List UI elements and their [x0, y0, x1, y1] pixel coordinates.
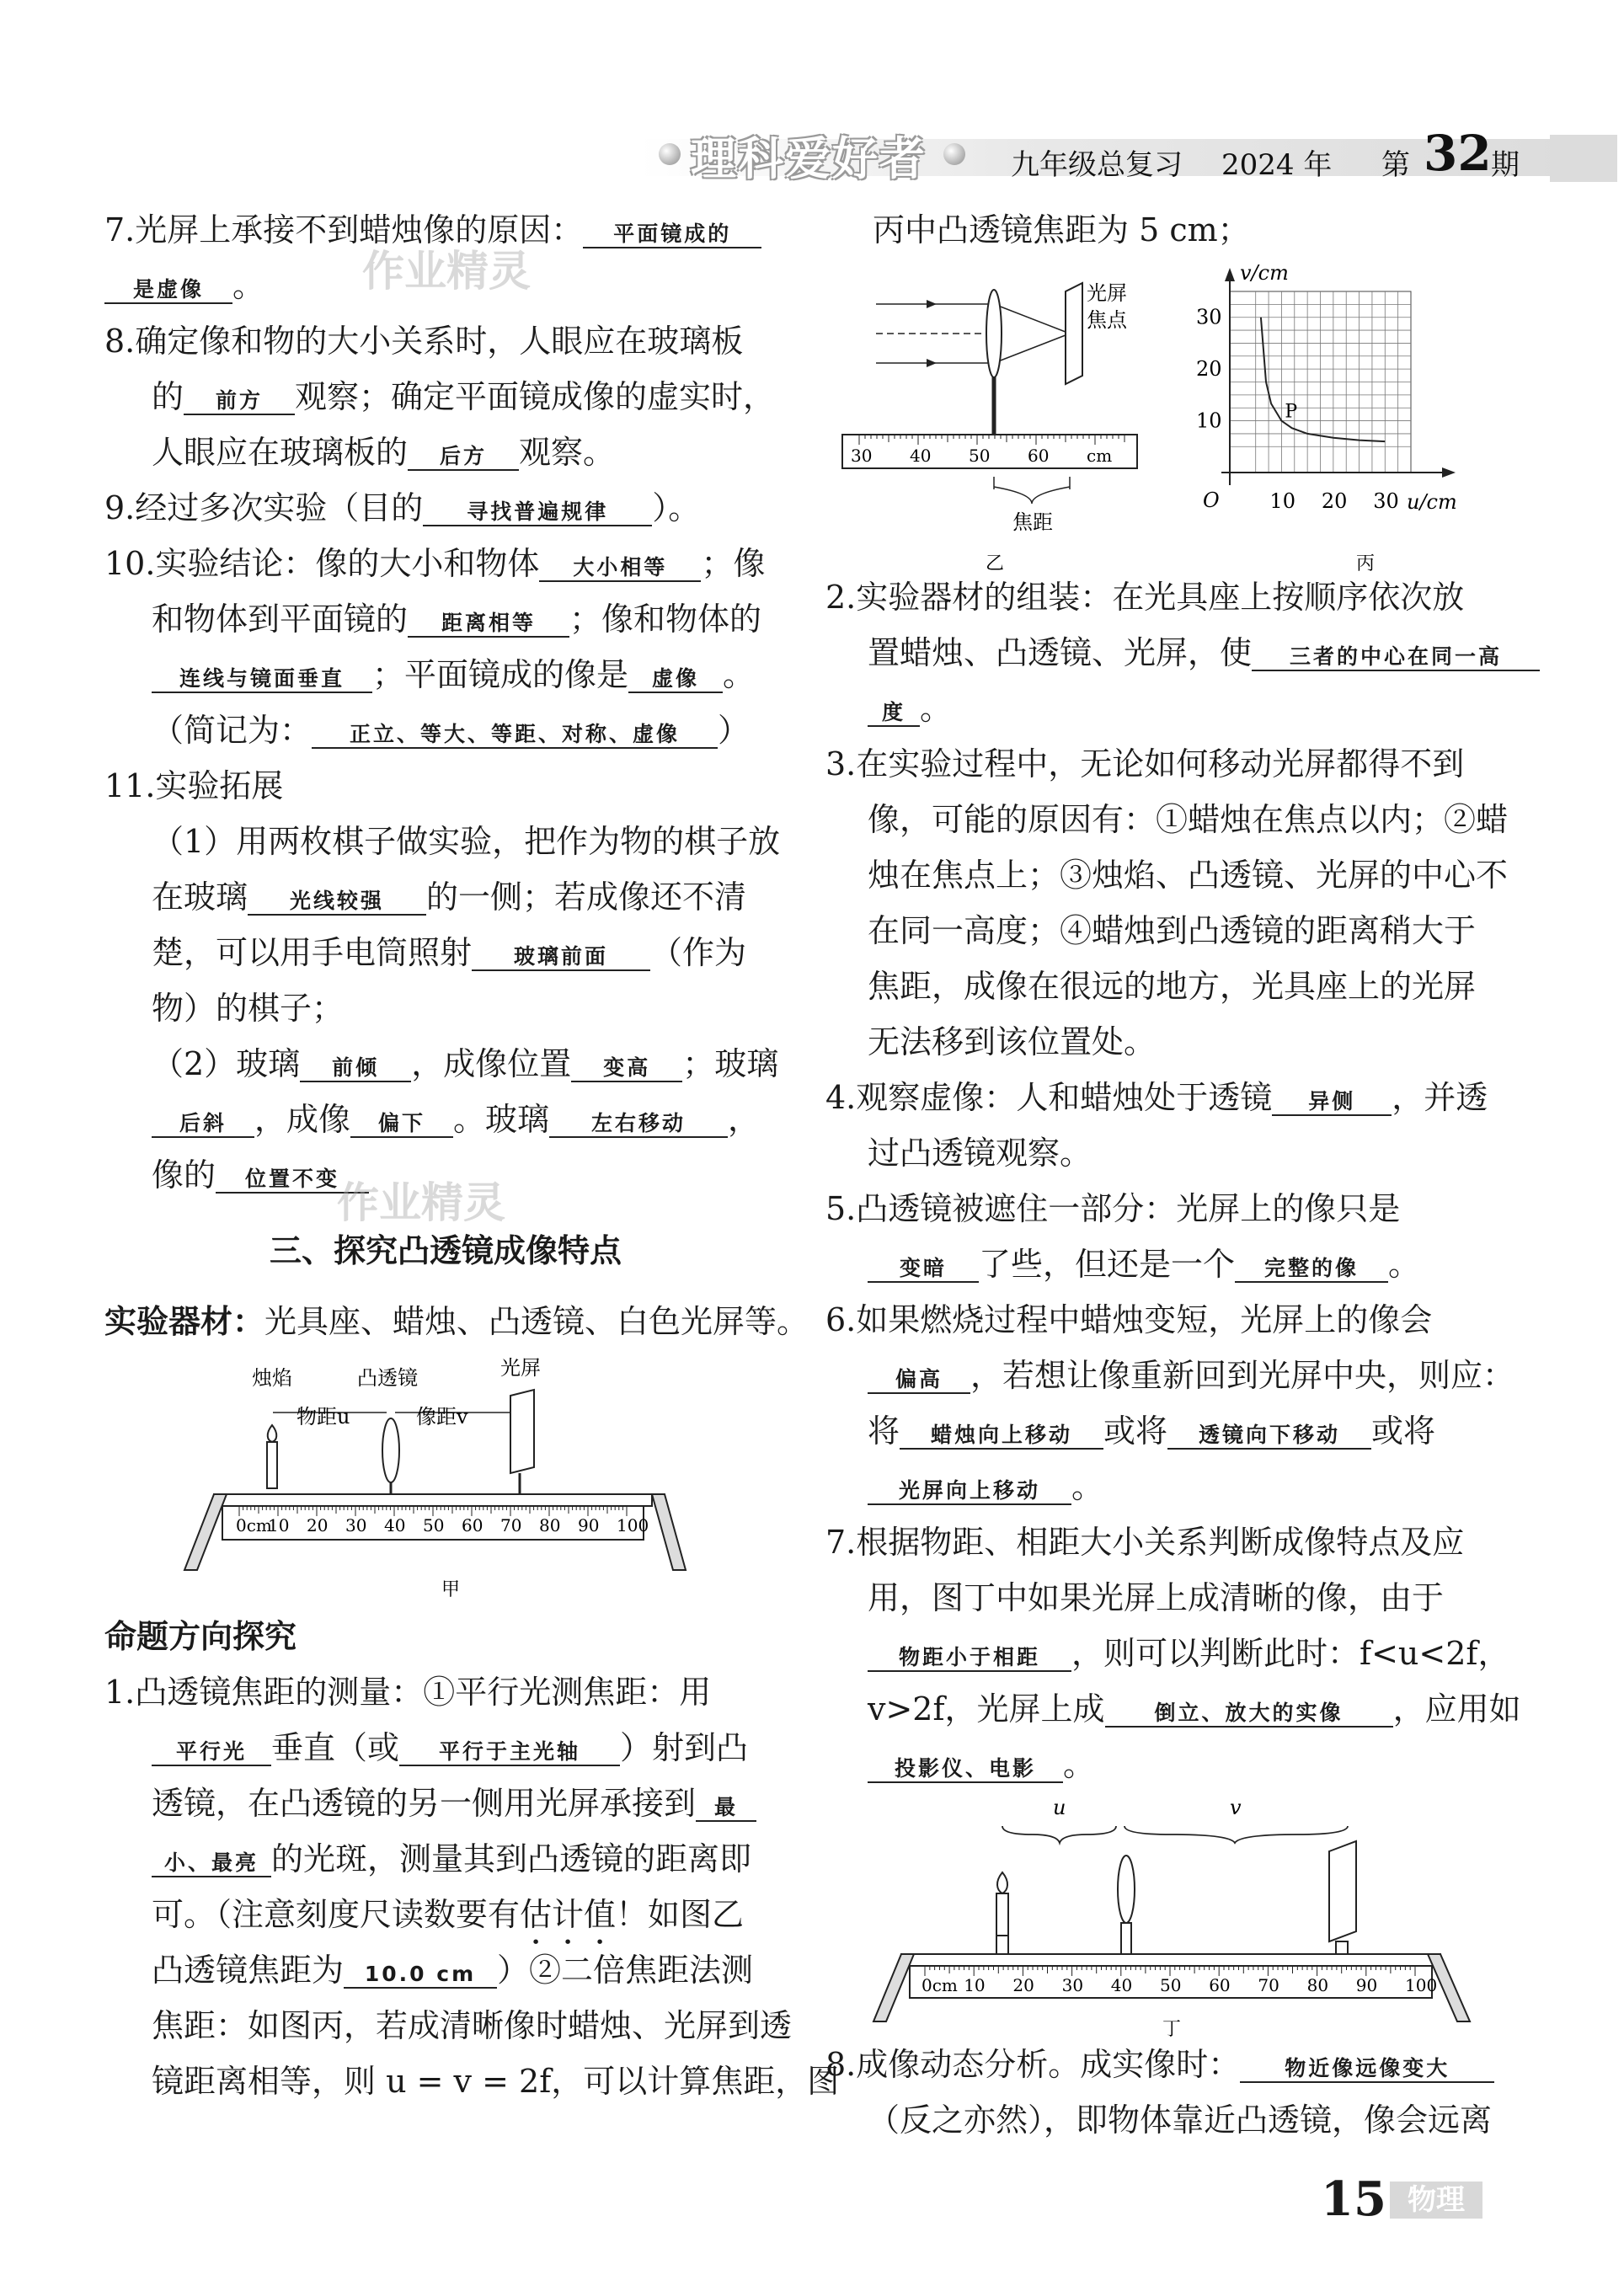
brand-logo: 理科爱好者	[691, 132, 927, 185]
v-label: v	[1230, 1796, 1242, 1819]
q9-line	[104, 480, 787, 536]
lens	[382, 1418, 399, 1482]
refracted-ray	[994, 334, 1070, 363]
punct: 。	[1388, 1246, 1421, 1283]
header-dot-icon	[659, 143, 681, 165]
text: 可。（注意刻度尺读数要有	[152, 1896, 521, 1933]
r7-line1: 7.根据物距、相距大小关系判断成像特点及应	[825, 1524, 1465, 1561]
text: （简记为：	[152, 712, 313, 749]
issue-suffix: 期	[1491, 148, 1520, 182]
text: ；像和物体的	[569, 601, 762, 638]
r4-line1	[825, 1070, 1516, 1125]
r2-line3	[825, 681, 1516, 736]
r5-line2	[825, 1236, 1516, 1292]
header-block	[1550, 135, 1617, 182]
lens-holder	[1121, 1923, 1131, 1954]
text: ，成像位置	[411, 1045, 572, 1082]
text: （2）玻璃	[152, 1045, 301, 1082]
p1-line5	[104, 1887, 787, 1942]
y-tick-label: 10	[1196, 409, 1222, 433]
point-label: P	[1285, 401, 1298, 423]
answer-blank: 变暗	[868, 1256, 979, 1283]
r1-line: 丙中凸透镜焦距为 5 cm；	[873, 211, 1250, 248]
u-label: u	[1053, 1796, 1066, 1819]
arrow-icon	[927, 359, 937, 367]
r8-line2: （反之亦然），即物体靠近凸透镜，像会远离	[868, 2101, 1493, 2139]
r3-line1: 3.在实验过程中，无论如何移动光屏都得不到	[825, 745, 1465, 782]
text: 或将	[1371, 1413, 1436, 1450]
r8-line1	[825, 2037, 1516, 2092]
q10-line1	[104, 536, 787, 591]
text: ，成像	[254, 1101, 351, 1138]
lens	[1118, 1856, 1135, 1923]
text: 8.成像动态分析。成实像时：	[825, 2046, 1241, 2083]
punct: 。	[1071, 1468, 1104, 1505]
text: ，应用如	[1392, 1690, 1521, 1728]
tick-label: 80	[1306, 1975, 1329, 1995]
answer-blank: 前方	[184, 388, 295, 415]
answer-blank: 变高	[571, 1055, 682, 1082]
tick-label: 100	[617, 1515, 649, 1535]
y-tick-label: 30	[1196, 305, 1222, 329]
text: 透镜，在凸透镜的另一侧用光屏承接到	[152, 1785, 697, 1822]
text: ，则可以判断此时：f<u<2f，	[1071, 1635, 1510, 1672]
answer-blank: 最	[696, 1795, 756, 1822]
q8-line1: 8.确定像和物的大小关系时，人眼应在玻璃板	[104, 323, 744, 360]
q11-2-line2	[104, 1092, 787, 1147]
answer-blank: 10.0 cm	[344, 1962, 497, 1989]
figure-caption: 甲	[441, 1579, 461, 1600]
tick-label: 90	[1355, 1975, 1378, 1995]
x-tick-label: 10	[1269, 489, 1295, 513]
answer-blank: 大小相等	[539, 555, 701, 582]
text: ）	[718, 712, 751, 749]
equipment-text: 光具座、蜡烛、凸透镜、白色光屏等。	[264, 1303, 809, 1340]
y-axis-label: v/cm	[1240, 261, 1289, 285]
watermark: 作业精灵	[362, 247, 531, 296]
page-header	[640, 118, 1617, 194]
text: 。玻璃	[453, 1101, 550, 1138]
grid	[1230, 291, 1411, 473]
text: 观察。	[519, 434, 616, 471]
p1-line6	[104, 1942, 787, 1998]
text: 和物体到平面镜的	[152, 601, 409, 638]
answer-blank: 完整的像	[1235, 1256, 1388, 1283]
q10-line4	[104, 702, 787, 758]
screen	[1329, 1841, 1356, 1941]
candle	[996, 1893, 1008, 1936]
bench-leg-left	[184, 1494, 227, 1570]
screen	[510, 1390, 534, 1473]
text: 4.观察虚像：人和蜡烛处于透镜	[825, 1079, 1273, 1116]
text: ；像	[701, 545, 766, 582]
u-brace	[1002, 1826, 1116, 1843]
text: 的光斑，测量其到凸透镜的距离即	[271, 1840, 752, 1877]
screen-label: 光屏	[500, 1356, 541, 1380]
answer-blank: 物距小于相距	[868, 1645, 1071, 1672]
text: 9.经过多次实验（目的	[104, 489, 424, 526]
v-label: 像距v	[416, 1405, 468, 1429]
q8-line3	[104, 425, 787, 480]
right-column	[825, 202, 1521, 2148]
tick-label: 50	[969, 446, 991, 466]
q11-1-line3	[104, 925, 787, 980]
answer-blank: 三者的中心在同一高	[1252, 644, 1540, 671]
p1-line3	[104, 1776, 787, 1831]
q8-line2	[104, 369, 787, 425]
tick-label: 40	[384, 1515, 406, 1535]
watermark: 作业精灵	[337, 1178, 505, 1227]
p1-line8: 镜距离相等，则 u = v = 2f，可以计算焦距，图	[152, 2063, 840, 2100]
text: ）②二倍焦距法测	[497, 1952, 754, 1989]
answer-blank: 后方	[408, 444, 519, 471]
tick-label: 100	[1405, 1975, 1438, 1995]
tick-label: 70	[1258, 1975, 1279, 1995]
bench-leg-right	[652, 1494, 686, 1570]
candle-holder	[996, 1936, 1008, 1954]
tick-label: 0cm	[236, 1515, 272, 1535]
r3-line3: 烛在焦点上；③烛焰、凸透镜、光屏的中心不	[868, 857, 1509, 894]
answer-blank: 平行于主光轴	[399, 1739, 620, 1766]
optical-bench-ding	[825, 1792, 1516, 2040]
tick-label: 90	[578, 1515, 600, 1535]
r3-line6: 无法移到该位置处。	[868, 1023, 1157, 1060]
text: 将	[868, 1413, 900, 1450]
text: ）射到凸	[620, 1729, 749, 1766]
text: 。	[723, 656, 756, 693]
tick-label: 30	[345, 1515, 367, 1535]
tick-label: 10	[268, 1515, 290, 1535]
punct: 。	[1063, 1746, 1096, 1783]
q10-line3	[104, 647, 787, 702]
answer-blank: 寻找普遍规律	[423, 499, 652, 526]
x-tick-label: 30	[1373, 489, 1399, 513]
answer-blank: 光屏向上移动	[868, 1478, 1071, 1505]
tick-label: cm	[1087, 446, 1113, 466]
equipment-label: 实验器材：	[104, 1303, 265, 1340]
answer-blank: 虚像	[628, 666, 723, 693]
text: v>2f，光屏上成	[868, 1690, 1105, 1728]
r5-line1: 5.凸透镜被遮住一部分：光屏上的像只是	[825, 1190, 1401, 1227]
answer-blank: 位置不变	[216, 1167, 369, 1194]
text: 了些，但还是一个	[979, 1246, 1236, 1283]
lens	[986, 290, 1002, 377]
text: 或将	[1103, 1413, 1168, 1450]
r4-line2: 过凸透镜观察。	[868, 1135, 1092, 1172]
r7-line3	[825, 1626, 1516, 1681]
text: 的一侧；若成像还不清	[426, 878, 747, 916]
answer-blank: 光线较强	[248, 889, 426, 916]
tick-label: 60	[1028, 446, 1050, 466]
q11-title: 11.实验拓展	[104, 767, 284, 804]
text: 凸透镜焦距为	[152, 1952, 345, 1989]
text: ，并透	[1392, 1079, 1488, 1116]
section-title: 三、探究凸透镜成像特点	[269, 1232, 622, 1269]
candle-label: 烛焰	[252, 1366, 292, 1390]
answer-blank: 后斜	[152, 1111, 254, 1138]
page-number: 15	[1321, 2171, 1386, 2227]
screen	[1066, 283, 1082, 384]
answer-blank: 偏高	[868, 1367, 970, 1394]
answer-blank: 透镜向下移动	[1167, 1423, 1371, 1450]
tick-label: 0cm	[922, 1975, 958, 1995]
r3-line4: 在同一高度；④蜡烛到凸透镜的距离稍大于	[868, 912, 1477, 949]
answer-blank: 倒立、放大的实像	[1105, 1701, 1393, 1728]
focal-label: 焦距	[1012, 510, 1053, 534]
figure-caption: 乙	[986, 553, 1005, 574]
text: ，若想让像重新回到光屏中央，则应：	[970, 1357, 1515, 1394]
tick-label: 10	[964, 1975, 986, 1995]
refracted-ray	[994, 304, 1070, 334]
x-tick-label: 20	[1321, 489, 1348, 513]
text: ；玻璃	[682, 1045, 779, 1082]
y-arrow-icon	[1225, 268, 1235, 281]
text: 垂直（或	[271, 1729, 400, 1766]
subject-label: 物理	[1390, 2182, 1482, 2219]
header-dot-icon	[943, 143, 965, 165]
q11-2-line1	[104, 1036, 787, 1092]
answer-blank: 前倾	[300, 1055, 411, 1082]
issue-prefix: 第	[1381, 148, 1410, 182]
r6-line1: 6.如果燃烧过程中蜡烛变短，光屏上的像会	[825, 1301, 1433, 1338]
q7-text: 7.光屏上承接不到蜡烛像的原因：	[104, 211, 584, 248]
axis-ticks	[1196, 306, 1399, 513]
p1-line1: 1.凸透镜焦距的测量：①平行光测焦距：用	[104, 1674, 712, 1711]
p1-line4	[104, 1831, 787, 1887]
r6-line4	[825, 1459, 1516, 1514]
r7-line2: 用，图丁中如果光屏上成清晰的像，由于	[868, 1579, 1445, 1616]
text: 在玻璃	[152, 878, 248, 916]
figure-bing	[1196, 261, 1457, 574]
bench-top	[214, 1494, 652, 1506]
text: 观察；确定平面镜成像的虚实时，	[295, 378, 776, 415]
punct: 。	[920, 690, 953, 727]
candle	[267, 1442, 277, 1488]
issue-number: 32	[1424, 125, 1492, 182]
x-arrow-icon	[1442, 467, 1456, 478]
year-label: 2024 年	[1221, 148, 1333, 182]
text: ！如图乙	[616, 1896, 745, 1933]
answer-blank: 平行光	[152, 1739, 271, 1766]
figure-caption: 丁	[1162, 2019, 1182, 2040]
left-column	[104, 202, 840, 2109]
answer-blank: 物近像远像变大	[1240, 2056, 1494, 2083]
r2-line2	[825, 625, 1516, 681]
figure-ding	[825, 1792, 1516, 2040]
origin-label: O	[1203, 489, 1220, 512]
q11-1-line4: 物）的棋子；	[152, 990, 345, 1027]
answer-blank: 玻璃前面	[472, 944, 650, 971]
answer-blank: 是虚像	[104, 277, 232, 304]
r2-line1: 2.实验器材的组装：在光具座上按顺序依次放	[825, 579, 1465, 616]
text: 10.实验结论：像的大小和物体	[104, 545, 540, 582]
answer-blank: 距离相等	[408, 611, 569, 638]
p1-line7: 焦距：如图丙，若成清晰像时蜡烛、光屏到透	[152, 2007, 793, 2044]
r7-line5	[825, 1737, 1516, 1792]
tick-label: 20	[307, 1515, 329, 1535]
answer-blank: 投影仪、电影	[868, 1756, 1063, 1783]
v-brace	[1125, 1826, 1348, 1843]
tick-label: 50	[423, 1515, 445, 1535]
answer-blank: 偏下	[350, 1111, 453, 1138]
answer-blank: 蜡烛向上移动	[900, 1423, 1103, 1450]
tick-label: 40	[1110, 1975, 1133, 1995]
lens-label: 凸透镜	[357, 1366, 418, 1390]
figure-yi	[825, 258, 1516, 574]
answer-blank: 左右移动	[549, 1111, 728, 1138]
p1-line2	[104, 1720, 787, 1776]
answer-blank: 度	[868, 700, 920, 727]
optical-bench-jia	[104, 1349, 787, 1602]
text: （作为	[650, 934, 747, 971]
tick-label: 30	[1061, 1975, 1084, 1995]
r3-line5: 焦距，成像在很远的地方，光具座上的光屏	[868, 968, 1477, 1005]
x-axis-label: u/cm	[1407, 490, 1457, 514]
q10-line2	[104, 591, 787, 647]
edition-label: 九年级总复习	[1011, 148, 1183, 182]
tick-label: 80	[539, 1515, 561, 1535]
tick-label: 30	[851, 446, 873, 466]
flame	[268, 1425, 277, 1442]
text: 像的	[152, 1156, 216, 1194]
focal-brace	[994, 487, 1070, 504]
tick-label: 60	[462, 1515, 483, 1535]
bench-top	[901, 1954, 1440, 1966]
answer-blank: 连线与镜面垂直	[152, 666, 372, 693]
r7-line4	[825, 1681, 1521, 1737]
r6-line3	[825, 1403, 1516, 1459]
equipment-line	[104, 1294, 809, 1349]
screen-label: 光屏	[1087, 281, 1127, 305]
text: ；平面镜成的像是	[372, 656, 629, 693]
tick-label: 60	[1209, 1975, 1231, 1995]
tick-label: 20	[1012, 1975, 1034, 1995]
u-label: 物距u	[296, 1405, 350, 1429]
flame	[997, 1872, 1007, 1893]
text: 置蜡烛、凸透镜、光屏，使	[868, 634, 1253, 671]
answer-blank: 正立、等大、等距、对称、虚像	[312, 722, 718, 749]
focus-label: 焦点	[1087, 308, 1127, 332]
figures-yi-bing	[825, 258, 1516, 574]
q11-1-line2	[104, 869, 787, 925]
tick-label: 40	[910, 446, 932, 466]
text: ，	[728, 1101, 761, 1138]
answer-blank: 小、最亮	[152, 1850, 271, 1877]
proposition-title: 命题方向探究	[104, 1618, 297, 1655]
tick-label: 50	[1160, 1975, 1182, 1995]
answer-blank: 异侧	[1272, 1089, 1392, 1116]
screen-holder	[1336, 1941, 1348, 1954]
text: 人眼应在玻璃板的	[152, 434, 409, 471]
r3-line2: 像，可能的原因有：①蜡烛在焦点以内；②蜡	[868, 801, 1509, 838]
tick-label: 70	[500, 1515, 522, 1535]
arrow-icon	[927, 300, 937, 308]
text: ）。	[652, 489, 701, 526]
text: 楚，可以用手电筒照射	[152, 934, 473, 971]
figure-caption: 丙	[1356, 553, 1376, 574]
emphasis-text: 估计值	[520, 1896, 617, 1933]
bench-leg-left	[873, 1954, 914, 2021]
punct: 。	[232, 267, 265, 304]
y-tick-label: 20	[1196, 357, 1222, 382]
answer-blank: 平面镜成的	[583, 222, 761, 248]
figure-jia	[104, 1349, 787, 1602]
text: 的	[152, 378, 184, 415]
r6-line2	[825, 1348, 1516, 1403]
data-curve	[1261, 318, 1385, 441]
q11-1-line1: （1）用两枚棋子做实验，把作为物的棋子放	[152, 823, 781, 860]
